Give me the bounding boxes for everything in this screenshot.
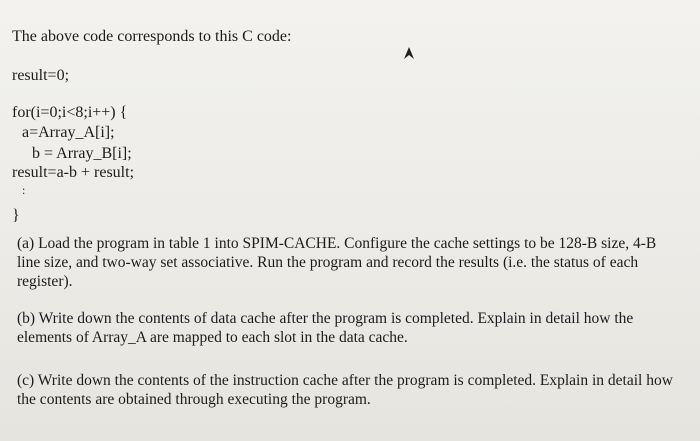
intro-heading: The above code corresponds to this C code: xyxy=(12,28,292,45)
code-line-result-accum: result=a-b + result; xyxy=(12,164,135,181)
question-c: (c) Write down the contents of the instruction cache after the program is completed. Explain in detail how the contents are obtained through executing the program. xyxy=(17,372,673,408)
mouse-cursor-icon xyxy=(403,46,415,60)
question-b: (b) Write down the contents of data cache after the program is completed. Explain in detail how the elements of Array_A are mapped to each slot in the data cache. xyxy=(17,310,634,346)
code-line-for-loop: for(i=0;i<8;i++) { xyxy=(12,104,128,121)
code-line-closing-brace: } xyxy=(12,207,20,224)
code-line-array-b: b = Array_B[i]; xyxy=(32,145,132,162)
code-line-array-a: a=Array_A[i]; xyxy=(22,124,115,141)
question-a: (a) Load the program in table 1 into SPIM-CACHE. Configure the cache settings to be 128-B size, 4-B line size, and two-way set associative. Run the program and record the results (i.e. the status of each register). xyxy=(17,235,657,290)
code-line-ellipsis: : xyxy=(22,183,26,197)
code-line-result-init: result=0; xyxy=(12,67,70,84)
